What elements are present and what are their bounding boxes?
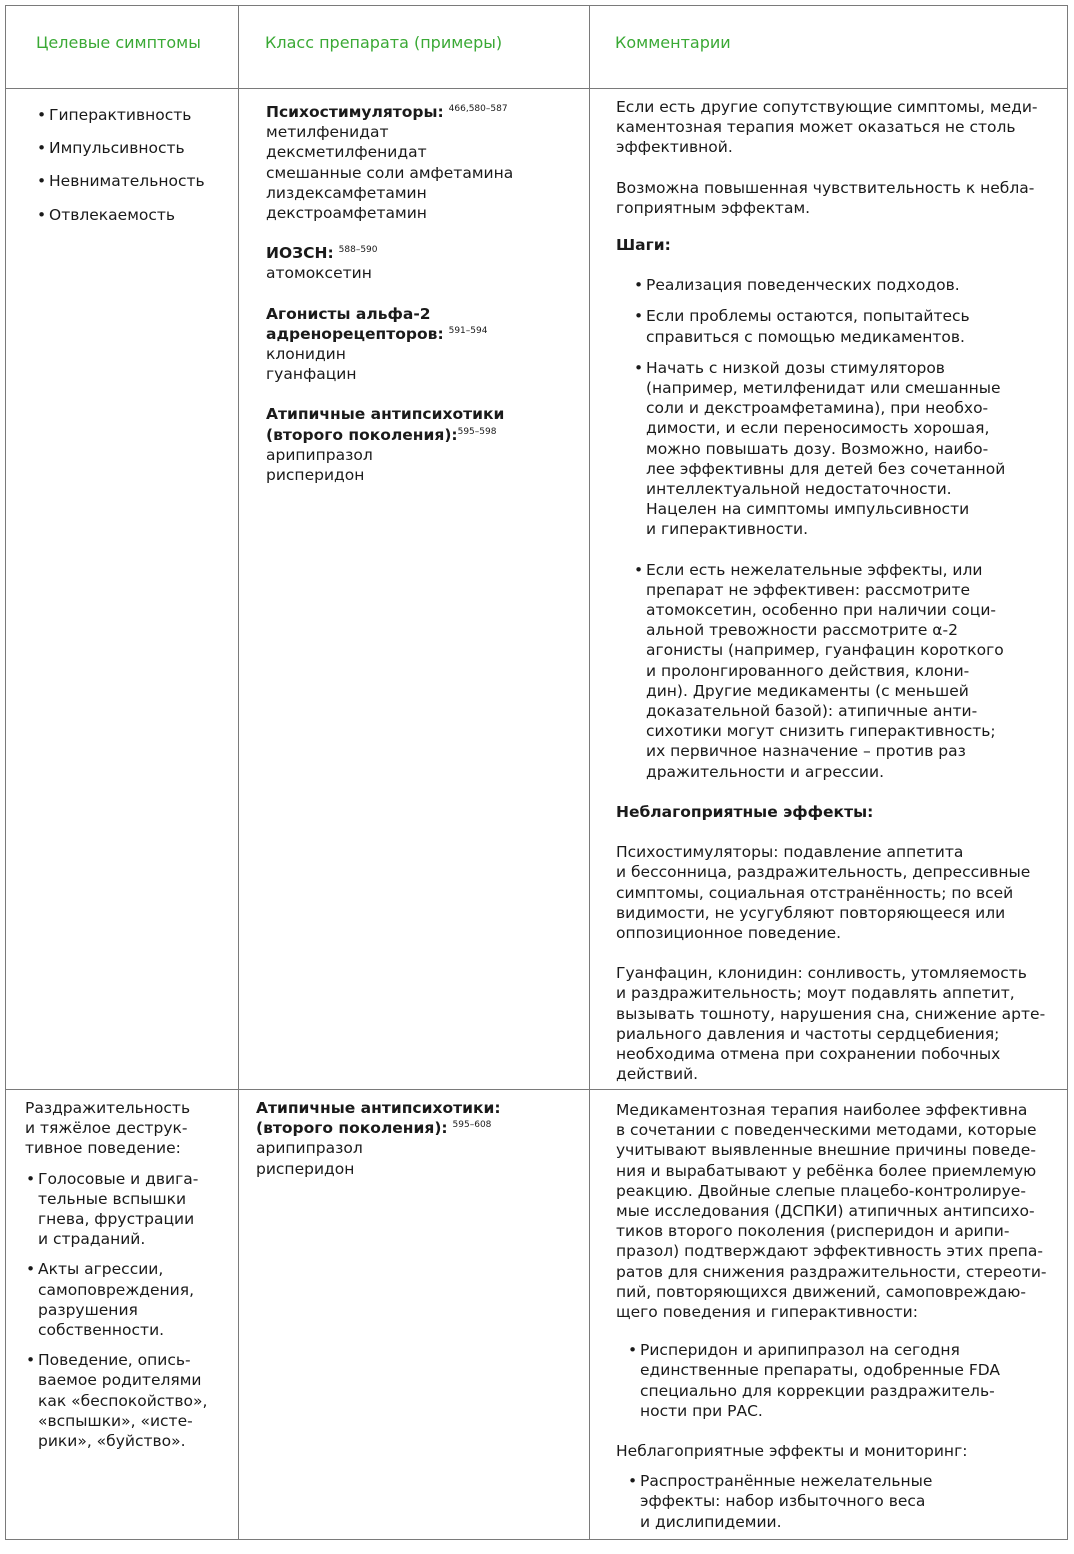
text-line: «вспышки», «исте- <box>38 1411 193 1430</box>
alpha2-title-line1: Агонисты альфа-2 <box>266 304 431 323</box>
row1-comments <box>616 97 1056 1084</box>
text-line: в сочетании с поведенческими методами, которые <box>616 1121 1037 1140</box>
text-line: собственности. <box>38 1321 165 1340</box>
drug-group-title <box>266 243 513 263</box>
text-line: и тяжёлое деструк- <box>25 1119 188 1138</box>
text-line: единственные препараты, одобренные FDA <box>640 1361 1001 1380</box>
text-line: Раздражительность <box>25 1099 191 1117</box>
alpha2-title-line2: адренорецепторов: <box>266 324 444 343</box>
symptom-item: • Импульсивность <box>36 138 205 158</box>
row1-symptoms <box>36 105 205 225</box>
text-line: доказательной базой): атипичные анти- <box>646 702 978 721</box>
snri-title: ИОЗСН: <box>266 244 334 263</box>
text-line: Если есть другие сопутствующие симптомы, меди- <box>616 98 1038 116</box>
steps-title: Шаги: <box>616 236 671 255</box>
text-line: ности при РАС. <box>640 1401 763 1420</box>
header-bottom-border <box>5 88 1068 89</box>
text-line: Медикаментозная терапия наиболее эффективна <box>616 1101 1028 1119</box>
text-line: соли и декстроамфетамина), при необхо- <box>646 399 989 418</box>
reference-numbers: 595–608 <box>452 1120 492 1131</box>
text-line: ратов для снижения раздражительности, стереоти- <box>616 1262 1047 1281</box>
drug-group-title <box>266 324 513 344</box>
drug-name: атомоксетин <box>266 264 372 283</box>
drug-group-title <box>256 1118 501 1138</box>
row2-comments <box>616 1100 1056 1532</box>
text-line: ния и вырабатывают у ребёнка более приемлемую <box>616 1161 1037 1180</box>
comment-paragraph <box>616 178 1056 218</box>
row1-bottom-border <box>5 1089 1068 1090</box>
text-line: • Если есть нежелательные эффекты, или <box>646 560 983 579</box>
text-line: справиться с помощью медикаментов. <box>646 327 965 346</box>
comment-paragraph <box>616 842 1056 943</box>
row2-drug-classes <box>256 1098 501 1179</box>
text-line: и страданий. <box>38 1230 146 1249</box>
text-line: риального давления и частоты сердцебиения; <box>616 1024 1000 1043</box>
header-drug-class: Класс препарата (примеры) <box>265 33 503 52</box>
text-line: альной тревожности рассмотрите α-2 <box>646 621 958 640</box>
drug-name: рисперидон <box>266 466 365 485</box>
text-line: реакцию. Двойные слепые плацебо-контролируе- <box>616 1181 1026 1200</box>
text-line: их первичное назначение – против раз <box>646 742 966 761</box>
text-line: гнева, фрустрации <box>38 1210 195 1229</box>
text-line: эффекты: набор избыточного веса <box>640 1492 926 1511</box>
text-line: вызывать тошноту, нарушения сна, снижение арте- <box>616 1004 1046 1023</box>
text-line: видимости, не усугубляют повторяющееся или <box>616 903 1006 922</box>
table-top-border <box>5 5 1068 6</box>
text-line: • Распространённые нежелательные <box>640 1472 933 1491</box>
symptom-item <box>25 1169 207 1250</box>
text-line: пий, повторяющихся движений, самоповреждаю- <box>616 1282 1026 1301</box>
text-line: препарат не эффективен: рассмотрите <box>646 580 971 599</box>
text-line: • Если проблемы остаются, попытайтесь <box>646 307 970 326</box>
symptom-item <box>25 1350 207 1451</box>
row1-drug-classes <box>266 102 513 485</box>
row2-bullet-list <box>627 1340 1056 1421</box>
row2-symptoms <box>25 1098 207 1451</box>
drug-group-title <box>266 425 513 445</box>
text-line: оппозиционное поведение. <box>616 923 842 942</box>
comment-paragraph <box>616 1100 1056 1322</box>
text-line: сихотики могут снизить гиперактивность; <box>646 722 996 741</box>
text-line: можно повышать дозу. Возможно, наибо- <box>646 439 989 458</box>
drug-name: смешанные соли амфетамина <box>266 163 514 182</box>
text-line: и пролонгированного действия, клони- <box>646 661 970 680</box>
reference-numbers: 588–590 <box>338 245 378 256</box>
text-line: специально для коррекции раздражитель- <box>640 1381 995 1400</box>
drug-name: арипипразол <box>256 1139 363 1158</box>
symptom-item <box>25 1259 207 1340</box>
step-item <box>633 275 1056 295</box>
step-item <box>633 358 1056 540</box>
text-line: и бессонница, раздражительность, депрессивные <box>616 863 1031 882</box>
drug-group-title <box>266 102 513 122</box>
column-divider-1 <box>238 5 239 1540</box>
step-item <box>633 306 1056 346</box>
text-line: каментозная терапия может оказаться не столь <box>616 118 1016 137</box>
drug-name: клонидин <box>266 345 346 364</box>
text-line: дражительности и агрессии. <box>646 762 885 781</box>
antipsychotics-title-line1: Атипичные антипсихотики <box>266 405 505 424</box>
drug-name: дексметилфенидат <box>266 143 427 162</box>
text-line: симптомы, социальная отстранённость; по всей <box>616 883 1014 902</box>
text-line: (например, метилфенидат или смешанные <box>646 379 1001 398</box>
adverse-effects-title: Неблагоприятные эффекты: <box>616 802 874 821</box>
text-line: Возможна повышенная чувствительность к небла- <box>616 178 1035 197</box>
table-left-border <box>5 5 6 1540</box>
text-line: Нацелен на симптомы импульсивности <box>646 500 970 519</box>
symptom-item: • Невнимательность <box>36 171 205 191</box>
drug-name: гуанфацин <box>266 365 357 384</box>
text-line: учитывают выявленные внешние причины поведе- <box>616 1141 1036 1160</box>
text-line: щего поведения и гиперактивности: <box>616 1303 918 1322</box>
row2-bullet-list <box>627 1471 1056 1532</box>
text-line: и раздражительность; моут подавлять аппетит, <box>616 984 1015 1003</box>
text-line: лее эффективны для детей без сочетанной <box>646 459 1006 478</box>
comment-paragraph <box>616 963 1056 1084</box>
text-line: тиков второго поколения (рисперидон и арипи- <box>616 1222 1010 1241</box>
text-line: • Начать с низкой дозы стимуляторов <box>646 358 945 377</box>
text-line: рики», «буйство». <box>38 1432 186 1451</box>
text-line: как «беспокойство», <box>38 1391 208 1410</box>
psychostimulants-title: Психостимуляторы: <box>266 103 444 121</box>
header-target-symptoms: Целевые симптомы <box>36 33 201 52</box>
reference-numbers: 591–594 <box>448 325 488 336</box>
text-line: • Реализация поведенческих подходов. <box>646 276 960 295</box>
text-line: мые исследования (ДСПКИ) атипичных антипсихо- <box>616 1202 1035 1221</box>
antipsychotics-title-line1: Атипичные антипсихотики: <box>256 1099 501 1117</box>
drug-name: декстроамфетамин <box>266 204 427 223</box>
text-line: необходима отмена при сохранении побочных <box>616 1044 1001 1063</box>
text-line: ваемое родителями <box>38 1371 202 1390</box>
steps-list <box>633 275 1056 782</box>
text-line: Психостимуляторы: подавление аппетита <box>616 843 964 862</box>
text-line: интеллектуальной недостаточности. <box>646 480 952 499</box>
symptom-item: • Отвлекаемость <box>36 205 205 225</box>
text-line: • Акты агрессии, <box>38 1260 164 1279</box>
step-item <box>633 560 1056 782</box>
table-right-border <box>1067 5 1068 1540</box>
monitoring-title: Неблагоприятные эффекты и мониторинг: <box>616 1442 968 1461</box>
header-comments: Комментарии <box>615 33 731 52</box>
bullet-item <box>627 1471 1056 1532</box>
drug-name: метилфенидат <box>266 123 389 142</box>
row1-symptom-list <box>36 105 205 225</box>
reference-numbers: 595–598 <box>457 426 497 437</box>
column-divider-2 <box>589 5 590 1540</box>
text-line: и дислипидемии. <box>640 1512 782 1531</box>
text-line: эффективной. <box>616 138 733 157</box>
text-line: разрушения <box>38 1300 138 1319</box>
bullet-item <box>627 1340 1056 1421</box>
text-line: • Рисперидон и арипипразол на сегодня <box>640 1341 960 1360</box>
drug-name: рисперидон <box>256 1159 355 1178</box>
reference-numbers: 466,580–587 <box>448 104 508 114</box>
text-line: гоприятным эффектам. <box>616 198 811 217</box>
text-line: дин). Другие медикаменты (с меньшей <box>646 681 969 700</box>
row2-symptom-list <box>25 1169 207 1452</box>
text-line: димости, и если переносимость хорошая, <box>646 419 990 438</box>
text-line: агонисты (например, гуанфацин короткого <box>646 641 1004 660</box>
comment-paragraph <box>616 97 1056 158</box>
text-line: • Поведение, опись- <box>38 1351 191 1370</box>
text-line: Гуанфацин, клонидин: сонливость, утомляемость <box>616 964 1027 983</box>
drug-name: арипипразол <box>266 445 373 464</box>
table-bottom-border <box>5 1539 1068 1540</box>
text-line: тельные вспышки <box>38 1189 187 1208</box>
antipsychotics-title-line2: (второго поколения): <box>266 425 458 444</box>
symptom-item: • Гиперактивность <box>36 105 205 125</box>
text-line: атомоксетин, особенно при наличии соци- <box>646 601 996 620</box>
text-line: празол) подтверждают эффективность этих препа- <box>616 1242 1043 1261</box>
text-line: действий. <box>616 1065 699 1084</box>
text-line: самоповреждения, <box>38 1280 194 1299</box>
antipsychotics-title-line2: (второго поколения): <box>256 1119 448 1138</box>
drug-name: лиздексамфетамин <box>266 183 427 202</box>
text-line: и гиперактивности. <box>646 520 808 539</box>
text-line: • Голосовые и двига- <box>38 1169 199 1188</box>
text-line: тивное поведение: <box>25 1139 181 1158</box>
